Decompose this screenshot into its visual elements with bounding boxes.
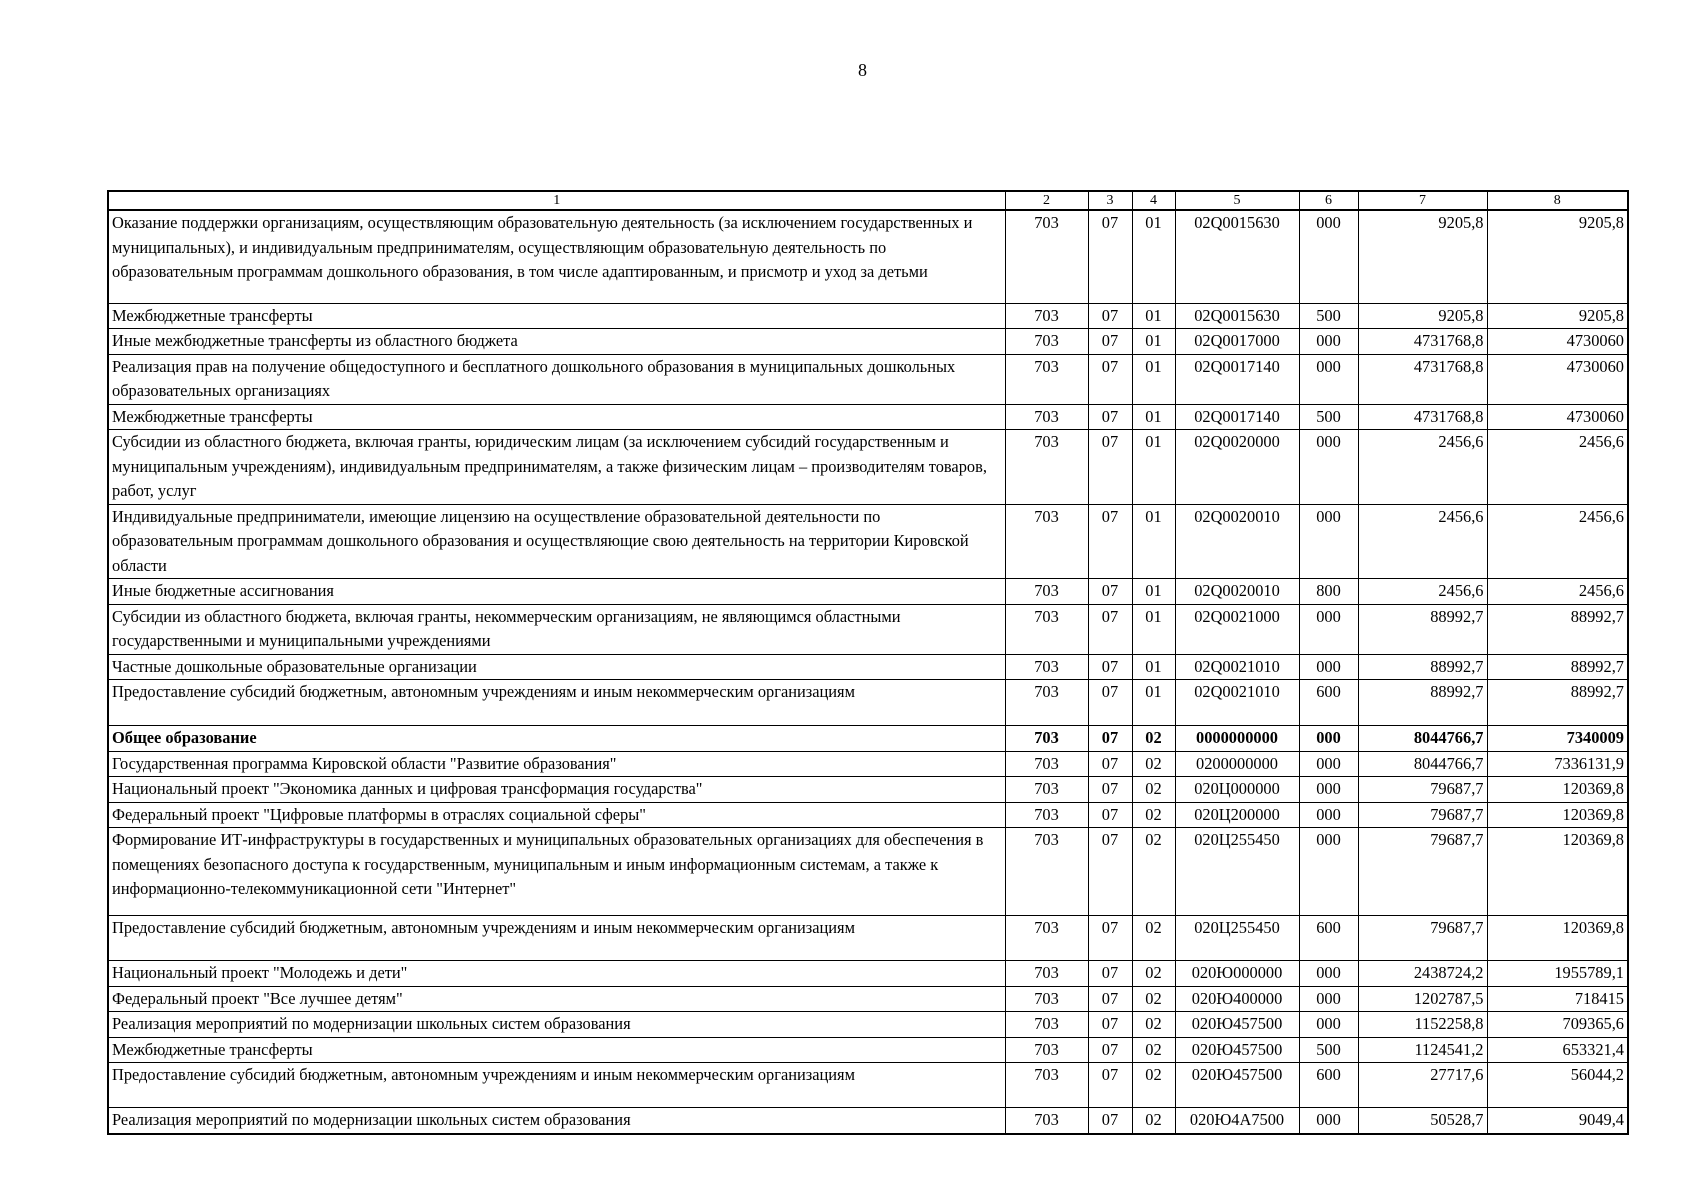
code-subsection: 01 [1132,303,1175,329]
item-name: Национальный проект "Экономика данных и цифровая трансформация государства" [108,777,1005,803]
header-col-4: 4 [1132,191,1175,210]
code-target-article: 0200000000 [1175,751,1299,777]
code-subsection: 02 [1132,828,1175,916]
table-row [108,1063,1628,1108]
code-target-article: 020Ц200000 [1175,802,1299,828]
item-name: Федеральный проект "Все лучшее детям" [108,986,1005,1012]
header-col-2: 2 [1005,191,1088,210]
code-ministry: 703 [1005,604,1088,654]
amount-col-7: 2456,6 [1358,504,1487,579]
amount-col-8: 709365,6 [1487,1012,1628,1038]
table-row [108,654,1628,680]
amount-col-8: 88992,7 [1487,604,1628,654]
code-target-article: 020Ю4А7500 [1175,1108,1299,1134]
code-expense-type: 600 [1299,916,1358,961]
amount-col-7: 79687,7 [1358,777,1487,803]
amount-col-8: 4730060 [1487,354,1628,404]
table-row [108,303,1628,329]
amount-col-7: 88992,7 [1358,604,1487,654]
header-col-6: 6 [1299,191,1358,210]
header-col-3: 3 [1088,191,1132,210]
amount-col-8: 1955789,1 [1487,961,1628,987]
code-expense-type: 500 [1299,303,1358,329]
code-target-article: 020Ю457500 [1175,1063,1299,1108]
code-section: 07 [1088,1108,1132,1134]
code-ministry: 703 [1005,404,1088,430]
item-name: Иные бюджетные ассигнования [108,579,1005,605]
code-ministry: 703 [1005,961,1088,987]
code-ministry: 703 [1005,654,1088,680]
code-subsection: 01 [1132,654,1175,680]
code-section: 07 [1088,430,1132,505]
item-name: Общее образование [108,726,1005,752]
code-ministry: 703 [1005,579,1088,605]
code-expense-type: 000 [1299,961,1358,987]
amount-col-8: 2456,6 [1487,430,1628,505]
amount-col-8: 7340009 [1487,726,1628,752]
amount-col-8: 120369,8 [1487,828,1628,916]
table-row [108,210,1628,303]
amount-col-7: 4731768,8 [1358,404,1487,430]
amount-col-8: 88992,7 [1487,654,1628,680]
code-section: 07 [1088,680,1132,726]
column-number-row [108,191,1628,210]
code-expense-type: 000 [1299,504,1358,579]
amount-col-8: 7336131,9 [1487,751,1628,777]
amount-col-8: 120369,8 [1487,916,1628,961]
code-ministry: 703 [1005,430,1088,505]
table-row [108,1012,1628,1038]
amount-col-7: 79687,7 [1358,916,1487,961]
amount-col-8: 120369,8 [1487,802,1628,828]
code-target-article: 020Ю000000 [1175,961,1299,987]
item-name: Межбюджетные трансферты [108,404,1005,430]
code-section: 07 [1088,777,1132,803]
item-name: Реализация мероприятий по модернизации школьных систем образования [108,1012,1005,1038]
code-subsection: 01 [1132,680,1175,726]
amount-col-7: 50528,7 [1358,1108,1487,1134]
item-name: Реализация прав на получение общедоступного и бесплатного дошкольного образования в муниципальных дошкольных образовательных организациях [108,354,1005,404]
code-ministry: 703 [1005,916,1088,961]
amount-col-8: 56044,2 [1487,1063,1628,1108]
code-ministry: 703 [1005,777,1088,803]
code-subsection: 01 [1132,579,1175,605]
code-subsection: 02 [1132,961,1175,987]
code-section: 07 [1088,604,1132,654]
code-expense-type: 000 [1299,986,1358,1012]
code-expense-type: 500 [1299,404,1358,430]
amount-col-7: 1202787,5 [1358,986,1487,1012]
table-row [108,604,1628,654]
amount-col-8: 9049,4 [1487,1108,1628,1134]
item-name: Межбюджетные трансферты [108,1037,1005,1063]
code-section: 07 [1088,986,1132,1012]
amount-col-7: 4731768,8 [1358,329,1487,355]
amount-col-8: 120369,8 [1487,777,1628,803]
table-row [108,430,1628,505]
code-expense-type: 000 [1299,1012,1358,1038]
code-ministry: 703 [1005,802,1088,828]
code-subsection: 02 [1132,1063,1175,1108]
code-ministry: 703 [1005,303,1088,329]
code-target-article: 020Ц255450 [1175,828,1299,916]
code-expense-type: 000 [1299,430,1358,505]
code-expense-type: 600 [1299,1063,1358,1108]
code-section: 07 [1088,579,1132,605]
amount-col-7: 1152258,8 [1358,1012,1487,1038]
code-section: 07 [1088,961,1132,987]
code-target-article: 020Ц255450 [1175,916,1299,961]
code-target-article: 020Ю457500 [1175,1012,1299,1038]
code-subsection: 02 [1132,1012,1175,1038]
item-name: Субсидии из областного бюджета, включая гранты, некоммерческим организациям, не являющимся областными государственными и муниципальными учреждениями [108,604,1005,654]
code-ministry: 703 [1005,1037,1088,1063]
amount-col-7: 27717,6 [1358,1063,1487,1108]
table-row [108,354,1628,404]
code-subsection: 01 [1132,210,1175,303]
code-target-article: 020Ю400000 [1175,986,1299,1012]
table-row [108,961,1628,987]
code-subsection: 01 [1132,430,1175,505]
code-subsection: 01 [1132,604,1175,654]
table-row [108,579,1628,605]
table-row [108,1108,1628,1134]
code-ministry: 703 [1005,210,1088,303]
code-expense-type: 000 [1299,654,1358,680]
code-section: 07 [1088,210,1132,303]
code-subsection: 02 [1132,986,1175,1012]
code-expense-type: 000 [1299,777,1358,803]
code-target-article: 02Q0015630 [1175,210,1299,303]
item-name: Федеральный проект "Цифровые платформы в отраслях социальной сферы" [108,802,1005,828]
amount-col-7: 88992,7 [1358,654,1487,680]
code-subsection: 02 [1132,751,1175,777]
table-row [108,329,1628,355]
amount-col-7: 2456,6 [1358,430,1487,505]
amount-col-8: 88992,7 [1487,680,1628,726]
code-ministry: 703 [1005,751,1088,777]
code-ministry: 703 [1005,828,1088,916]
code-target-article: 02Q0021010 [1175,680,1299,726]
code-ministry: 703 [1005,986,1088,1012]
code-ministry: 703 [1005,680,1088,726]
code-section: 07 [1088,1063,1132,1108]
code-target-article: 0000000000 [1175,726,1299,752]
budget-table [107,190,1629,1135]
code-subsection: 02 [1132,916,1175,961]
code-section: 07 [1088,751,1132,777]
code-subsection: 02 [1132,1037,1175,1063]
code-target-article: 02Q0021010 [1175,654,1299,680]
amount-col-7: 2438724,2 [1358,961,1487,987]
code-section: 07 [1088,654,1132,680]
code-ministry: 703 [1005,1012,1088,1038]
code-expense-type: 000 [1299,1108,1358,1134]
table-body [108,210,1628,1134]
table-row [108,986,1628,1012]
code-expense-type: 000 [1299,828,1358,916]
code-target-article: 020Ц000000 [1175,777,1299,803]
header-col-7: 7 [1358,191,1487,210]
amount-col-7: 8044766,7 [1358,726,1487,752]
item-name: Индивидуальные предприниматели, имеющие лицензию на осуществление образовательной деятельности по образовательным программам дошкольного образования и осуществляющие свою деятельность на территории Кировской области [108,504,1005,579]
code-section: 07 [1088,916,1132,961]
code-ministry: 703 [1005,329,1088,355]
code-ministry: 703 [1005,1063,1088,1108]
item-name: Оказание поддержки организациям, осуществляющим образовательную деятельность (за исключением государственных и муниципальных), и индивидуальным предпринимателям, осуществляющим образовательную деятельность по образовательным программам дошкольного образования, в том числе адаптированным, и присмотр и уход за детьми [108,210,1005,303]
amount-col-7: 2456,6 [1358,579,1487,605]
code-section: 07 [1088,354,1132,404]
code-expense-type: 000 [1299,210,1358,303]
amount-col-7: 88992,7 [1358,680,1487,726]
code-section: 07 [1088,404,1132,430]
code-target-article: 02Q0015630 [1175,303,1299,329]
code-expense-type: 600 [1299,680,1358,726]
code-target-article: 02Q0017000 [1175,329,1299,355]
code-subsection: 02 [1132,726,1175,752]
item-name: Реализация мероприятий по модернизации школьных систем образования [108,1108,1005,1134]
code-expense-type: 000 [1299,604,1358,654]
amount-col-8: 2456,6 [1487,579,1628,605]
code-target-article: 02Q0017140 [1175,404,1299,430]
code-subsection: 01 [1132,354,1175,404]
amount-col-8: 4730060 [1487,404,1628,430]
code-section: 07 [1088,329,1132,355]
code-section: 07 [1088,726,1132,752]
code-target-article: 02Q0021000 [1175,604,1299,654]
item-name: Государственная программа Кировской области "Развитие образования" [108,751,1005,777]
table-row [108,1037,1628,1063]
amount-col-8: 653321,4 [1487,1037,1628,1063]
item-name: Субсидии из областного бюджета, включая гранты, юридическим лицам (за исключением субсидий государственным и муниципальным учреждениям), индивидуальным предпринимателям, а также физическим лицам – производителям товаров, работ, услуг [108,430,1005,505]
code-target-article: 02Q0020010 [1175,579,1299,605]
code-section: 07 [1088,828,1132,916]
header-col-8: 8 [1487,191,1628,210]
code-subsection: 02 [1132,1108,1175,1134]
item-name: Предоставление субсидий бюджетным, автономным учреждениям и иным некоммерческим организациям [108,680,1005,726]
code-target-article: 02Q0020000 [1175,430,1299,505]
code-expense-type: 800 [1299,579,1358,605]
code-section: 07 [1088,303,1132,329]
table-row [108,404,1628,430]
table-row [108,504,1628,579]
page-number: 8 [858,60,867,80]
amount-col-8: 9205,8 [1487,210,1628,303]
code-ministry: 703 [1005,1108,1088,1134]
code-expense-type: 000 [1299,802,1358,828]
amount-col-8: 4730060 [1487,329,1628,355]
code-target-article: 02Q0020010 [1175,504,1299,579]
amount-col-7: 79687,7 [1358,828,1487,916]
code-target-article: 02Q0017140 [1175,354,1299,404]
header-col-1: 1 [108,191,1005,210]
code-section: 07 [1088,1012,1132,1038]
amount-col-8: 2456,6 [1487,504,1628,579]
amount-col-7: 8044766,7 [1358,751,1487,777]
table-row [108,777,1628,803]
item-name: Формирование ИТ-инфраструктуры в государственных и муниципальных образовательных организациях для обеспечения в помещениях безопасного доступа к государственным, муниципальным и иным информационным системам, а также к информационно-телекоммуникационной сети "Интернет" [108,828,1005,916]
table-row [108,916,1628,961]
amount-col-7: 1124541,2 [1358,1037,1487,1063]
item-name: Предоставление субсидий бюджетным, автономным учреждениям и иным некоммерческим организациям [108,916,1005,961]
code-subsection: 02 [1132,802,1175,828]
code-section: 07 [1088,802,1132,828]
code-expense-type: 000 [1299,751,1358,777]
code-ministry: 703 [1005,726,1088,752]
table-row [108,726,1628,752]
amount-col-8: 718415 [1487,986,1628,1012]
code-expense-type: 500 [1299,1037,1358,1063]
code-target-article: 020Ю457500 [1175,1037,1299,1063]
item-name: Межбюджетные трансферты [108,303,1005,329]
table-row [108,680,1628,726]
code-section: 07 [1088,504,1132,579]
code-subsection: 01 [1132,504,1175,579]
header-col-5: 5 [1175,191,1299,210]
item-name: Национальный проект "Молодежь и дети" [108,961,1005,987]
code-expense-type: 000 [1299,354,1358,404]
amount-col-8: 9205,8 [1487,303,1628,329]
code-expense-type: 000 [1299,329,1358,355]
code-subsection: 01 [1132,329,1175,355]
code-expense-type: 000 [1299,726,1358,752]
code-subsection: 01 [1132,404,1175,430]
table-row [108,802,1628,828]
item-name: Иные межбюджетные трансферты из областного бюджета [108,329,1005,355]
code-ministry: 703 [1005,504,1088,579]
item-name: Предоставление субсидий бюджетным, автономным учреждениям и иным некоммерческим организациям [108,1063,1005,1108]
amount-col-7: 4731768,8 [1358,354,1487,404]
item-name: Частные дошкольные образовательные организации [108,654,1005,680]
table-row [108,828,1628,916]
code-ministry: 703 [1005,354,1088,404]
amount-col-7: 9205,8 [1358,210,1487,303]
amount-col-7: 79687,7 [1358,802,1487,828]
amount-col-7: 9205,8 [1358,303,1487,329]
code-section: 07 [1088,1037,1132,1063]
table-row [108,751,1628,777]
code-subsection: 02 [1132,777,1175,803]
